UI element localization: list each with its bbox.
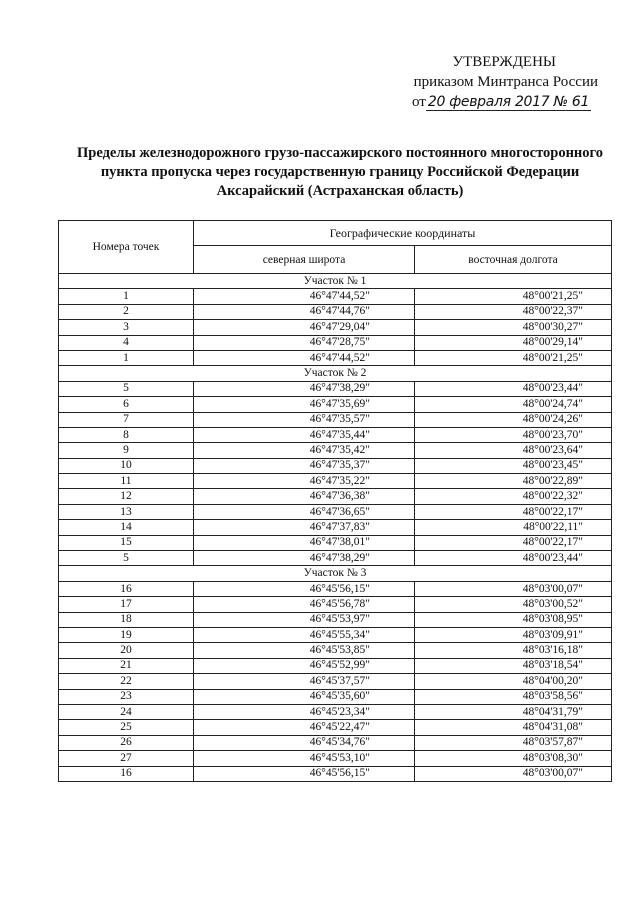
table-row: [59, 704, 612, 719]
approval-date: [400, 92, 600, 112]
table-row: [59, 489, 612, 504]
latitude-cell: 46°45'55,34": [194, 627, 415, 642]
latitude-cell: 46°47'38,01": [194, 535, 415, 550]
longitude-cell: 48°00'29,14": [415, 335, 612, 350]
table-row: [59, 520, 612, 535]
longitude-cell: 48°00'22,37": [415, 304, 612, 319]
point-number: 25: [59, 720, 194, 735]
point-number: 18: [59, 612, 194, 627]
point-number: 20: [59, 643, 194, 658]
longitude-cell: 48°03'08,30": [415, 751, 612, 766]
latitude-cell: 46°47'35,44": [194, 427, 415, 442]
approval-block: [400, 52, 600, 112]
longitude-cell: 48°00'24,74": [415, 397, 612, 412]
latitude-cell: 46°47'36,65": [194, 504, 415, 519]
section-row: [59, 274, 612, 289]
point-number: 24: [59, 704, 194, 719]
longitude-cell: 48°00'23,70": [415, 427, 612, 442]
latitude-cell: 46°47'36,38": [194, 489, 415, 504]
coordinates-table: [58, 220, 612, 782]
longitude-cell: 48°03'00,07": [415, 581, 612, 596]
longitude-cell: 48°00'22,11": [415, 520, 612, 535]
longitude-cell: 48°00'21,25": [415, 289, 612, 304]
point-number: 16: [59, 581, 194, 596]
table-row: [59, 720, 612, 735]
table-row: [59, 689, 612, 704]
approval-date-prefix: от: [412, 94, 426, 110]
point-number: 4: [59, 335, 194, 350]
table-row: [59, 335, 612, 350]
header-longitude: восточная долгота: [415, 246, 612, 274]
latitude-cell: 46°45'53,85": [194, 643, 415, 658]
point-number: 26: [59, 735, 194, 750]
point-number: 10: [59, 458, 194, 473]
table-row: [59, 597, 612, 612]
point-number: 6: [59, 397, 194, 412]
latitude-cell: 46°47'44,76": [194, 304, 415, 319]
longitude-cell: 48°00'30,27": [415, 320, 612, 335]
table-row: [59, 551, 612, 566]
document-title: Пределы железнодорожного грузо-пассажирского постоянного многосторонного пункта пропуска через государственную границу Российской Федерации Аксарайский (Астраханская область): [76, 145, 603, 199]
latitude-cell: 46°47'44,52": [194, 350, 415, 365]
longitude-cell: 48°00'23,45": [415, 458, 612, 473]
point-number: 11: [59, 474, 194, 489]
table-row: [59, 427, 612, 442]
latitude-cell: 46°45'52,99": [194, 658, 415, 673]
table-row: [59, 735, 612, 750]
point-number: 19: [59, 627, 194, 642]
table-row: [59, 320, 612, 335]
section-title: Участок № 3: [59, 566, 612, 581]
latitude-cell: 46°47'28,75": [194, 335, 415, 350]
approval-order: приказом Минтранса России: [413, 74, 598, 90]
latitude-cell: 46°47'35,57": [194, 412, 415, 427]
table-row: [59, 612, 612, 627]
point-number: 7: [59, 412, 194, 427]
point-number: 12: [59, 489, 194, 504]
table-row: [59, 474, 612, 489]
point-number: 27: [59, 751, 194, 766]
longitude-cell: 48°03'09,91": [415, 627, 612, 642]
table-row: [59, 751, 612, 766]
longitude-cell: 48°03'16,18": [415, 643, 612, 658]
longitude-cell: 48°03'57,87": [415, 735, 612, 750]
latitude-cell: 46°45'53,97": [194, 612, 415, 627]
latitude-cell: 46°45'56,15": [194, 581, 415, 596]
latitude-cell: 46°45'35,60": [194, 689, 415, 704]
longitude-cell: 48°00'24,26": [415, 412, 612, 427]
point-number: 15: [59, 535, 194, 550]
table-row: [59, 674, 612, 689]
point-number: 17: [59, 597, 194, 612]
longitude-cell: 48°00'21,25": [415, 350, 612, 365]
longitude-cell: 48°00'22,89": [415, 474, 612, 489]
point-number: 21: [59, 658, 194, 673]
table-row: [59, 643, 612, 658]
table-row: [59, 504, 612, 519]
longitude-cell: 48°00'23,64": [415, 443, 612, 458]
point-number: 3: [59, 320, 194, 335]
latitude-cell: 46°47'29,04": [194, 320, 415, 335]
latitude-cell: 46°47'35,69": [194, 397, 415, 412]
longitude-cell: 48°00'22,17": [415, 535, 612, 550]
point-number: 5: [59, 551, 194, 566]
handwritten-date-number: 20 февраля 2017 № 61: [427, 94, 590, 110]
header-latitude: северная широта: [194, 246, 415, 274]
latitude-cell: 46°45'53,10": [194, 751, 415, 766]
point-number: 23: [59, 689, 194, 704]
table-row: [59, 397, 612, 412]
latitude-cell: 46°45'56,78": [194, 597, 415, 612]
table-row: [59, 581, 612, 596]
approval-status: УТВЕРЖДЕНЫ: [452, 54, 556, 70]
table-row: [59, 658, 612, 673]
longitude-cell: 48°04'31,08": [415, 720, 612, 735]
coordinates-table-container: [58, 220, 611, 782]
table-row: [59, 627, 612, 642]
latitude-cell: 46°47'35,42": [194, 443, 415, 458]
table-body: [59, 274, 612, 782]
latitude-cell: 46°47'38,29": [194, 551, 415, 566]
point-number: 2: [59, 304, 194, 319]
point-number: 8: [59, 427, 194, 442]
latitude-cell: 46°47'35,37": [194, 458, 415, 473]
longitude-cell: 48°00'22,32": [415, 489, 612, 504]
table-row: [59, 443, 612, 458]
point-number: 22: [59, 674, 194, 689]
point-number: 13: [59, 504, 194, 519]
section-row: [59, 566, 612, 581]
longitude-cell: 48°03'58,56": [415, 689, 612, 704]
longitude-cell: 48°03'00,07": [415, 766, 612, 781]
longitude-cell: 48°00'23,44": [415, 381, 612, 396]
longitude-cell: 48°03'08,95": [415, 612, 612, 627]
header-geo-coordinates: Географические координаты: [194, 221, 612, 246]
point-number: 14: [59, 520, 194, 535]
table-row: [59, 458, 612, 473]
table-row: [59, 289, 612, 304]
latitude-cell: 46°47'44,52": [194, 289, 415, 304]
table-row: [59, 412, 612, 427]
longitude-cell: 48°00'22,17": [415, 504, 612, 519]
table-row: [59, 381, 612, 396]
latitude-cell: 46°45'56,15": [194, 766, 415, 781]
longitude-cell: 48°03'00,52": [415, 597, 612, 612]
latitude-cell: 46°47'38,29": [194, 381, 415, 396]
point-number: 1: [59, 289, 194, 304]
longitude-cell: 48°03'18,54": [415, 658, 612, 673]
latitude-cell: 46°45'22,47": [194, 720, 415, 735]
table-row: [59, 535, 612, 550]
latitude-cell: 46°45'23,34": [194, 704, 415, 719]
table-row: [59, 766, 612, 781]
latitude-cell: 46°45'37,57": [194, 674, 415, 689]
longitude-cell: 48°04'31,79": [415, 704, 612, 719]
longitude-cell: 48°00'23,44": [415, 551, 612, 566]
point-number: 1: [59, 350, 194, 365]
point-number: 5: [59, 381, 194, 396]
longitude-cell: 48°04'00,20": [415, 674, 612, 689]
header-point-numbers: Номера точек: [59, 221, 194, 274]
latitude-cell: 46°45'34,76": [194, 735, 415, 750]
point-number: 9: [59, 443, 194, 458]
table-row: [59, 350, 612, 365]
section-title: Участок № 1: [59, 274, 612, 289]
latitude-cell: 46°47'35,22": [194, 474, 415, 489]
section-row: [59, 366, 612, 381]
table-row: [59, 304, 612, 319]
section-title: Участок № 2: [59, 366, 612, 381]
point-number: 16: [59, 766, 194, 781]
latitude-cell: 46°47'37,83": [194, 520, 415, 535]
